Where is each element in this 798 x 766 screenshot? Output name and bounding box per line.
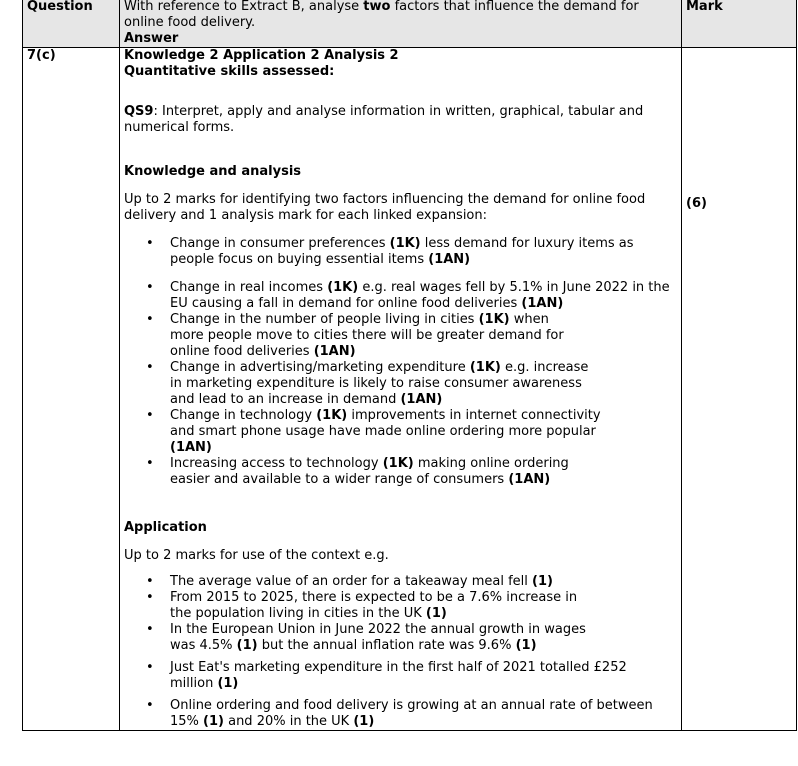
list-item: • From 2015 to 2025, there is expected to be a 7.6% increase in the population living in cities in the UK (1) [170, 590, 600, 622]
list-item: • The average value of an order for a takeaway meal fell (1) [170, 574, 600, 590]
question-number-cell [23, 48, 120, 731]
ao-line: Knowledge 2 Application 2 Analysis 2 [124, 48, 399, 63]
list-item: • Change in advertising/marketing expenditure (1K) e.g. increase in marketing expenditure is likely to raise consumer awareness and lead to an increase in demand (1AN) [170, 360, 590, 408]
header-row [23, 0, 797, 48]
mark-header-cell [682, 0, 797, 48]
application-heading: Application [124, 520, 207, 535]
mark-label: Mark [686, 0, 723, 14]
answer-content-cell [120, 48, 682, 731]
mark-value-cell [682, 48, 797, 731]
list-item: • Just Eat's marketing expenditure in the first half of 2021 totalled £252 million (1) [170, 660, 670, 692]
answer-label: Answer [124, 31, 179, 46]
list-item: • Change in technology (1K) improvements in internet connectivity and smart phone usage have made online ordering more popular (1AN) [170, 408, 610, 456]
question-text-cell [120, 0, 682, 48]
list-item: • Change in real incomes (1K) e.g. real wages fell by 5.1% in June 2022 in the EU causing a fall in demand for online food deliveries (1AN) [170, 280, 670, 312]
list-item: • Change in consumer preferences (1K) less demand for luxury items as people focus on buying essential items (1AN) [170, 236, 660, 268]
mark-value: (6) [686, 196, 707, 211]
application-intro: Up to 2 marks for use of the context e.g. [124, 548, 389, 563]
answer-row [23, 48, 797, 731]
mark-scheme-table [22, 0, 797, 731]
question-number: 7(c) [27, 48, 56, 63]
question-label: Question [27, 0, 93, 14]
qs-heading: Quantitative skills assessed: [124, 64, 335, 79]
list-item: • In the European Union in June 2022 the annual growth in wages was 4.5% (1) but the annual inflation rate was 9.6% (1) [170, 622, 590, 654]
question-text: With reference to Extract B, analyse two factors that influence the demand for online food delivery. [124, 0, 639, 30]
application-list [124, 574, 677, 730]
knowledge-analysis-intro: Up to 2 marks for identifying two factors influencing the demand for online food delivery and 1 analysis mark for each linked expansion: [124, 192, 646, 223]
question-header-cell [23, 0, 120, 48]
list-item: • Increasing access to technology (1K) making online ordering easier and available to a wider range of consumers (1AN) [170, 456, 590, 488]
knowledge-analysis-heading: Knowledge and analysis [124, 164, 302, 179]
qs-text: QS9: Interpret, apply and analyse information in written, graphical, tabular and numerical forms. [124, 104, 644, 135]
knowledge-analysis-list [124, 236, 677, 488]
list-item: • Online ordering and food delivery is growing at an annual rate of between 15% (1) and 20% in the UK (1) [170, 698, 670, 730]
list-item: • Change in the number of people living in cities (1K) when more people move to cities there will be greater demand for online food deliveries (1AN) [170, 312, 580, 360]
